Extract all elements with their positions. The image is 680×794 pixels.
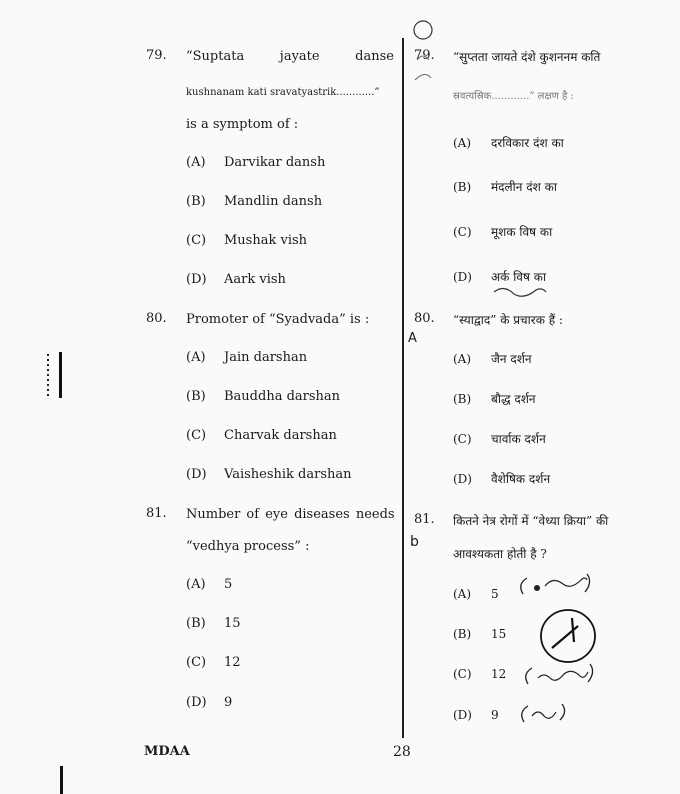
q81-line2-hi: आवश्यकता होती है ? bbox=[453, 547, 547, 561]
q81-option-c-hi: (C) 12 bbox=[453, 667, 507, 681]
q81-line1-hi: कितने नेत्र रोगों में “वेध्या क्रिया” की bbox=[453, 514, 609, 528]
q81-number: 81. bbox=[146, 506, 167, 521]
answer-circle-icon bbox=[538, 606, 598, 666]
q79-option-d: (D) Aark vish bbox=[186, 272, 286, 287]
q81-option-b-hi: (B) 15 bbox=[453, 627, 507, 641]
q81-number-hi: 81. bbox=[414, 512, 435, 527]
q79-line1: “Suptata jayate danse bbox=[186, 49, 394, 64]
q79-line3: is a symptom of : bbox=[186, 117, 299, 132]
q79-option-b-hi: (B) मंदलीन दंश का bbox=[453, 180, 557, 194]
q80-line1-hi: “स्याद्वाद” के प्रचारक हैं : bbox=[453, 313, 563, 327]
q80-option-c: (C) Charvak darshan bbox=[186, 428, 337, 443]
q79-option-a-hi: (A) दरविकार दंश का bbox=[453, 136, 564, 150]
q81-option-b: (B) 15 bbox=[186, 616, 241, 631]
q79-option-b: (B) Mandlin dansh bbox=[186, 194, 323, 209]
q79-option-c-hi: (C) मूशक विष का bbox=[453, 225, 553, 239]
q79-number: 79. bbox=[146, 48, 167, 63]
q80-number-hi: 80. bbox=[414, 311, 435, 326]
q80-option-b-hi: (B) बौद्ध दर्शन bbox=[453, 392, 536, 406]
q81-option-c: (C) 12 bbox=[186, 655, 241, 670]
q79-option-d-hi: (D) अर्क विष का bbox=[453, 270, 547, 284]
q81-line1: Number of eye diseases needs bbox=[186, 507, 395, 522]
q79-line2: kushnanam kati sravatyastrik............” bbox=[186, 87, 380, 98]
q80-option-b: (B) Bauddha darshan bbox=[186, 389, 341, 404]
q80-handwritten-mark: A bbox=[408, 331, 417, 346]
q79-line1-hi: “सुप्तता जायते दंशे कुशननम कति bbox=[453, 50, 601, 64]
q81-option-a: (A) 5 bbox=[186, 577, 233, 592]
q80-option-a-hi: (A) जैन दर्शन bbox=[453, 352, 532, 366]
q79-handwritten-scribble-icon bbox=[490, 280, 550, 302]
q81-option-d-scribble-icon bbox=[516, 698, 572, 728]
q81-line2: “vedhya process” : bbox=[186, 539, 310, 554]
q80-option-d-hi: (D) वैशेषिक दर्शन bbox=[453, 472, 551, 486]
margin-dots bbox=[47, 354, 49, 396]
q79-number-hi: 79. bbox=[414, 48, 435, 63]
q80-option-d: (D) Vaisheshik darshan bbox=[186, 467, 352, 482]
margin-bar bbox=[59, 352, 62, 398]
q80-option-a: (A) Jain darshan bbox=[186, 350, 308, 365]
q80-option-c-hi: (C) चार्वाक दर्शन bbox=[453, 432, 546, 446]
page-number: 28 bbox=[393, 744, 411, 760]
q79-option-a: (A) Darvikar dansh bbox=[186, 155, 326, 170]
q80-number: 80. bbox=[146, 311, 167, 326]
q81-option-d: (D) 9 bbox=[186, 695, 233, 710]
q79-option-c: (C) Mushak vish bbox=[186, 233, 308, 248]
q79-line2-hi: स्रवत्यस्रिक............” लक्षण है : bbox=[453, 91, 574, 102]
q81-option-a-hi: (A) 5 bbox=[453, 587, 499, 601]
column-divider bbox=[402, 38, 404, 738]
q81-handwritten-mark: b bbox=[410, 534, 419, 550]
top-scribble-icon bbox=[405, 10, 445, 90]
footer-code: MDAA bbox=[144, 744, 190, 759]
margin-bar-bottom bbox=[60, 766, 63, 794]
q81-option-c-scribble-icon bbox=[520, 658, 600, 692]
q80-line1: Promoter of “Syadvada” is : bbox=[186, 312, 370, 327]
q81-option-a-scribble-icon bbox=[515, 568, 595, 604]
q81-option-d-hi: (D) 9 bbox=[453, 708, 499, 722]
